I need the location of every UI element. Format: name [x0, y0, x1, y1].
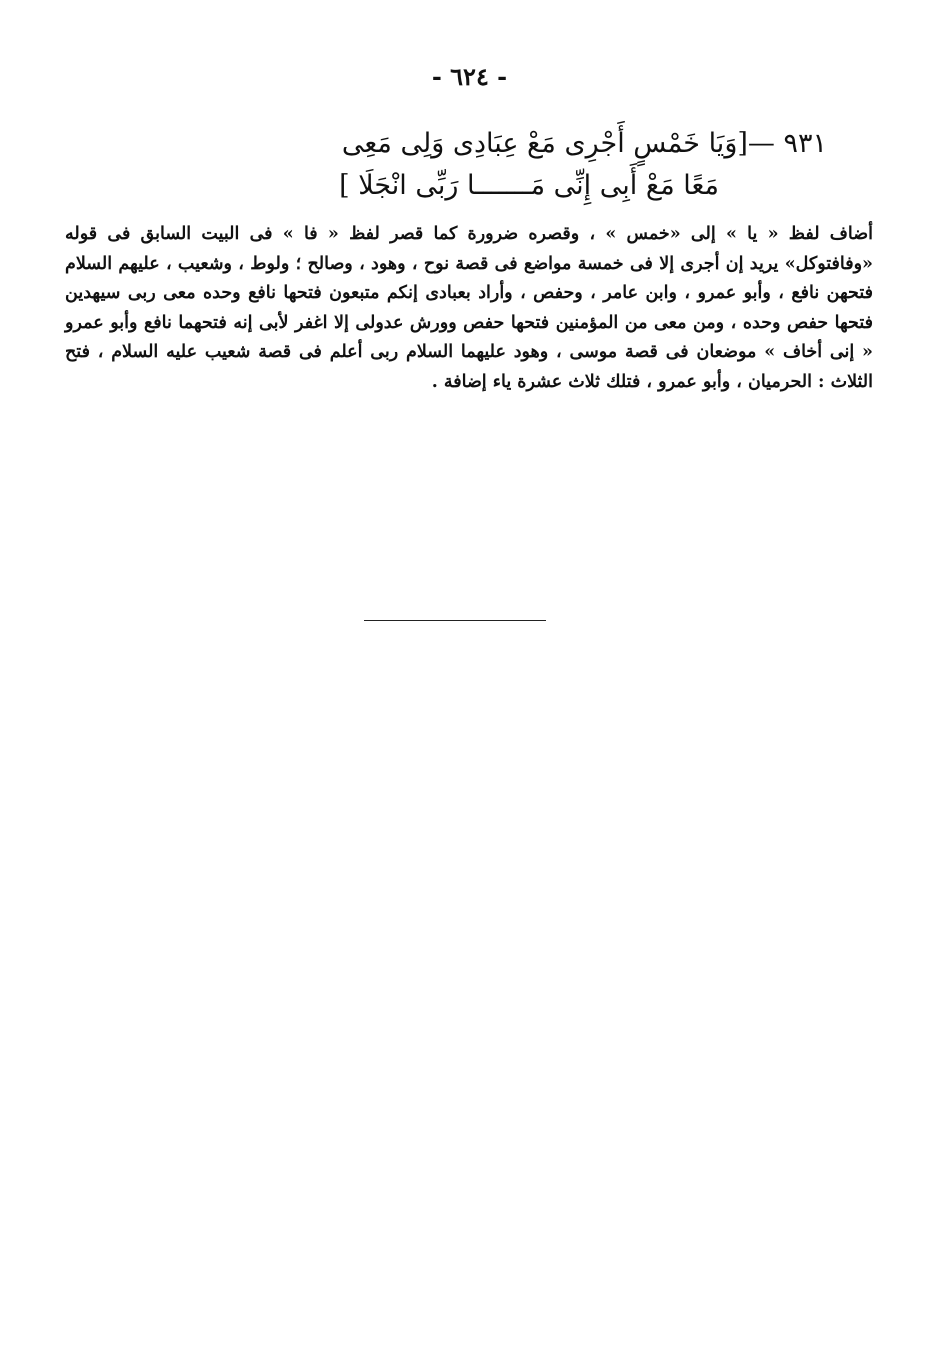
- commentary-block: [65, 220, 873, 397]
- verse-line-2: مَعًا مَعْ أَبِى إِنِّى مَـــــــا رَبِّى انْجَلَا ]: [339, 170, 719, 201]
- commentary-paragraph: أضاف لفظ « يا » إلى «خمس » ، وقصره ضرورة كما قصر لفظ « فا » فى البيت السابق فى قوله «وفافتوكل» يريد إن أجرى إلا فى خمسة مواضع فى قصة نوح ، وهود ، وصالح ؛ ولوط ، وشعيب ، عليهم السلام فتحهن نافع ، وأبو عمرو ، وابن عامر ، وحفص ، وأراد بعبادى إنكم متبعون فتحها نافع وحده معى ربى سيهدين فتحها حفص وحده ، ومن معى من المؤمنين فتحها حفص وورش عدولى إلا اغفر لأبى إنه فتحهما نافع وأبو عمرو « إنى أخاف » موضعان فى قصة موسى ، وهود عليهما السلام ربى أعلم فى قصة شعيب عليه السلام ، فتح الثلاث : الحرميان ، وأبو عمرو ، فتلك ثلاث عشرة ياء إضافة .: [65, 224, 873, 392]
- verse-line-1: ٩٣١ —[وَيَا خَمْسٍ أَجْرِى مَعْ عِبَادِى وَلِى مَعِى: [341, 128, 827, 159]
- page-number: - ٦٢٤ -: [431, 62, 508, 91]
- end-divider: [364, 620, 546, 621]
